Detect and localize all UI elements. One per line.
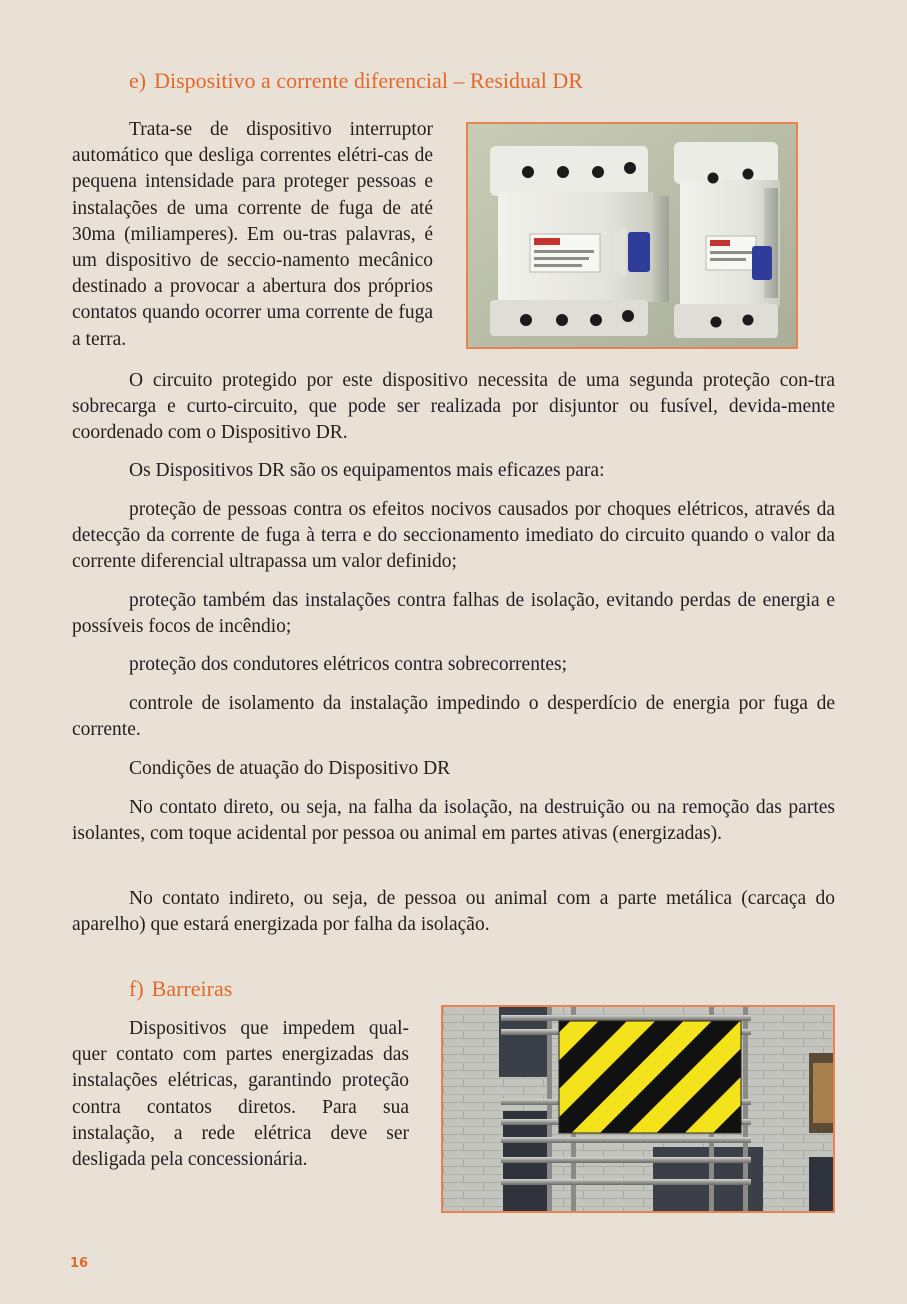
dr-device-photo bbox=[466, 122, 798, 349]
section-e-paragraph-8: No contato direto, ou seja, na falha da isolação, na destruição ou na remoção das partes isolantes, com toque acidental por pessoa ou animal em partes ativas (energizadas). bbox=[72, 797, 835, 845]
section-e-intro: Trata-se de dispositivo interruptor automático que desliga correntes elétri-cas de pequena intensidade para proteger pessoas e instalações de uma corrente de fuga de até 30ma (miliamperes). Em ou-tras palavras, é um dispositivo de seccio-namento mecânico destinado a provocar a abertura dos próprios contatos quando ocorrer uma corrente de fuga a terra. bbox=[72, 119, 433, 350]
barrier-photo bbox=[441, 1005, 835, 1213]
section-e-paragraph-7: Condições de atuação do Dispositivo DR bbox=[129, 758, 451, 779]
section-e-paragraph-9: No contato indireto, ou seja, de pessoa ou animal com a parte metálica (carcaça do aparelho) que estará energizada por falha da isolação. bbox=[72, 888, 835, 936]
section-f-letter: f) bbox=[129, 976, 144, 1001]
section-e-paragraph-2: Os Dispositivos DR são os equipamentos mais eficazes para: bbox=[129, 460, 605, 481]
barrier-illustration bbox=[443, 1007, 833, 1211]
page-number: 16 bbox=[70, 1256, 89, 1271]
section-f-heading bbox=[129, 976, 232, 1002]
section-e-paragraph-4: proteção também das instalações contra falhas de isolação, evitando perdas de energia e possíveis focos de incêndio; bbox=[72, 590, 835, 638]
section-f-intro: Dispositivos que impedem qual-quer contato com partes energizadas das instalações elétricas, garantindo proteção contra contatos diretos. Para sua instalação, a rede elétrica deve ser desligada pela concessionária. bbox=[72, 1018, 409, 1171]
section-e-title: Dispositivo a corrente diferencial – Residual DR bbox=[154, 68, 583, 93]
section-e-paragraph-6: controle de isolamento da instalação impedindo o desperdício de energia por fuga de corrente. bbox=[72, 693, 835, 741]
section-e-heading bbox=[129, 68, 583, 94]
section-e-paragraph-5: proteção dos condutores elétricos contra sobrecorrentes; bbox=[129, 654, 568, 675]
section-e-paragraph-3: proteção de pessoas contra os efeitos nocivos causados por choques elétricos, através da detecção da corrente de fuga à terra e do seccionamento imediato do circuito quando o valor da corrente diferencial ultrapassa um valor definido; bbox=[72, 499, 835, 573]
section-e-paragraph-1: O circuito protegido por este dispositivo necessita de uma segunda proteção con-tra sobrecarga e curto-circuito, que pode ser realizada por disjuntor ou fusível, devida-mente coordenado com o Dispositivo DR. bbox=[72, 370, 835, 444]
section-f-title: Barreiras bbox=[151, 976, 233, 1001]
section-e-letter: e) bbox=[129, 68, 147, 93]
dr-device-illustration bbox=[468, 124, 796, 347]
